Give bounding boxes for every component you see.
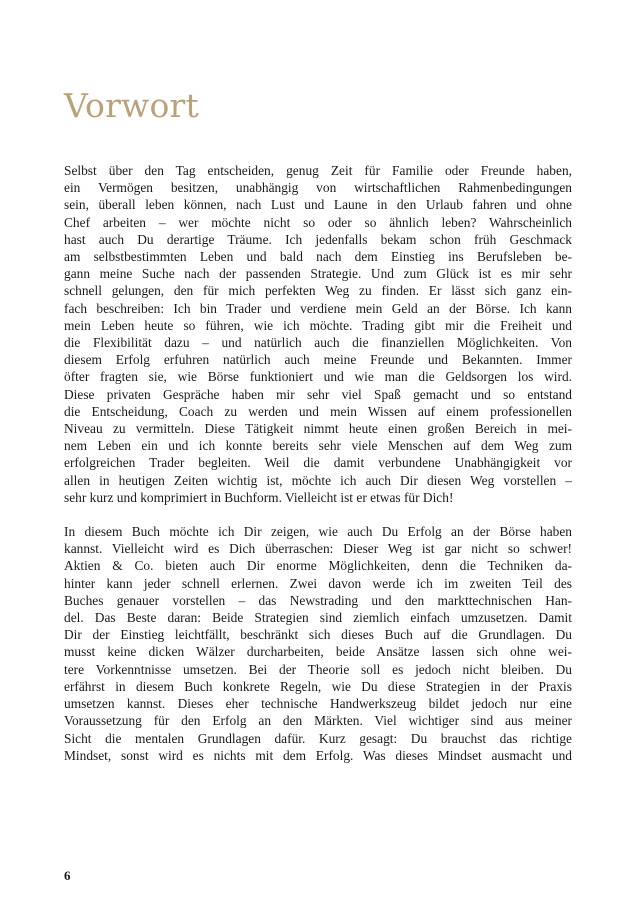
text-line: Voraussetzung für den Erfolg an den Märkten. Viel wichtiger sind aus meiner <box>64 713 572 729</box>
text-line: mein Leben heute so führen, wie ich möchte. Trading gibt mir die Freiheit und <box>64 317 572 333</box>
text-line: Buches genauer vorstellen – das Newstrading und den markttechnischen Han- <box>64 592 572 608</box>
text-line: allen in heutigen Zeiten wichtig ist, möchte ich auch Dir diesen Weg vorstellen – <box>64 472 572 488</box>
text-line: Dir der Einstieg leichtfällt, beschränkt sich dieses Buch auf die Grundlagen. Du <box>64 627 572 643</box>
text-line: Sicht die mentalen Grundlagen dafür. Kurz gesagt: Du brauchst das richtige <box>64 730 572 746</box>
text-line: Selbst über den Tag entscheiden, genug Zeit für Familie oder Freunde haben, <box>64 163 572 178</box>
text-line: ein Vermögen besitzen, unabhängig von wirtschaftlichen Rahmenbedingungen <box>64 180 572 196</box>
text-line: hinter kann jeder schnell erlernen. Zwei davon werde ich im zweiten Teil des <box>64 575 572 591</box>
text-line: hast auch Du derartige Träume. Ich jedenfalls bekam schon früh Geschmack <box>64 231 572 247</box>
text-line: Mindset, sonst wird es nichts mit dem Erfolg. Was dieses Mindset ausmacht und <box>64 747 572 763</box>
text-line: Chef arbeiten – wer möchte nicht so oder so ähnlich leben? Wahrscheinlich <box>64 214 572 230</box>
text-line: kannst. Vielleicht wird es Dich überraschen: Dieser Weg ist gar nicht so schwer! <box>64 541 572 557</box>
text-line: Aktien & Co. bieten auch Dir enorme Möglichkeiten, denn die Techniken da- <box>64 558 572 574</box>
text-line: del. Das Beste daran: Beide Strategien sind ziemlich einfach umzusetzen. Damit <box>64 610 572 626</box>
text-line: am selbstbestimmten Leben und bald nach dem Einstieg ins Berufsleben be- <box>64 249 572 265</box>
text-line: sehr kurz und komprimiert in Buchform. Vielleicht ist er etwas für Dich! <box>64 489 454 505</box>
text-line: tere Vorkenntnisse umsetzen. Bei der Theorie soll es jedoch nicht bleiben. Du <box>64 661 572 677</box>
text-line: die Flexibilität dazu – und natürlich auch die finanziellen Möglichkeiten. Von <box>64 335 572 351</box>
text-line: Niveau zu vermitteln. Diese Tätigkeit nimmt heute einen großen Bereich in mei- <box>64 421 572 437</box>
text-line: gann meine Suche nach der passenden Strategie. Und zum Glück ist es mir sehr <box>64 266 572 282</box>
text-line: Diese privaten Gespräche haben mir sehr viel Spaß gemacht und so entstand <box>64 386 572 402</box>
text-line: nem Leben ein und ich konnte bereits sehr viele Menschen auf dem Weg zum <box>64 438 572 454</box>
paragraph-1 <box>64 162 572 506</box>
text-line: schnell gelungen, den für mich perfekten Weg zu finden. Er lässt sich ganz ein- <box>64 283 572 299</box>
body-text <box>64 162 572 764</box>
text-line: öfter fragten sie, wie Börse funktioniert und wie man die Geldsorgen los wird. <box>64 369 572 385</box>
text-line: fach beschreiben: Ich bin Trader und verdiene mein Geld an der Börse. Ich kann <box>64 300 572 316</box>
text-line: diesem Erfolg erfuhren natürlich auch meine Freunde und Bekannten. Immer <box>64 352 572 368</box>
text-line: umsetzen kannst. Dieses eher technische Handwerkszeug bildet jedoch nur eine <box>64 696 572 712</box>
text-line: sein, überall leben können, nach Lust und Laune in den Urlaub fahren und ohne <box>64 197 572 213</box>
text-line: musst keine dicken Wälzer durcharbeiten, beide Ansätze lassen sich ohne wei- <box>64 644 572 660</box>
paragraph-2 <box>64 523 572 764</box>
text-line: erfolgreichen Trader begleiten. Weil die damit verbundene Unabhängigkeit vor <box>64 455 572 471</box>
page-number: 6 <box>64 868 71 883</box>
text-line: die Entscheidung, Coach zu werden und mein Wissen auf einem professionellen <box>64 403 572 419</box>
text-line: erfährst in diesem Buch konkrete Regeln, wie Du diese Strategien in der Praxis <box>64 678 572 694</box>
chapter-heading: Vorwort <box>64 86 199 125</box>
text-line: In diesem Buch möchte ich Dir zeigen, wie auch Du Erfolg an der Börse haben <box>64 524 572 540</box>
